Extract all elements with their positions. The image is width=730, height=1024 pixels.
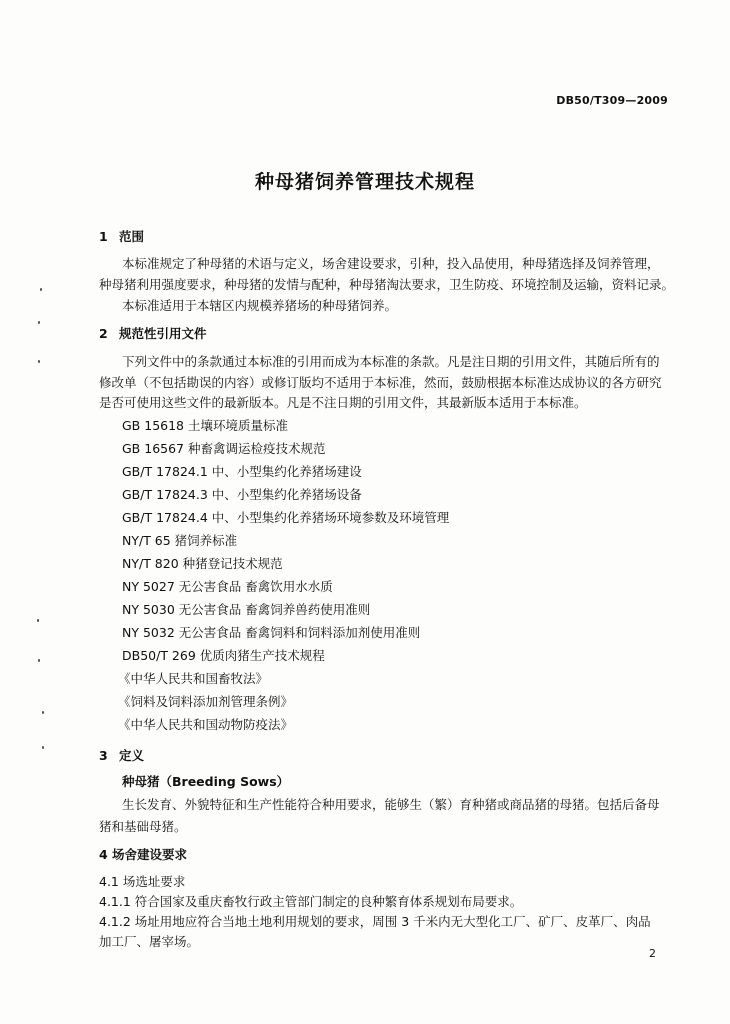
clause-line: 加工厂、屠宰场。 bbox=[99, 934, 200, 949]
reference-item: NY/T 65 猪饲养标准 bbox=[122, 533, 238, 548]
definition-line: 猪和基础母猪。 bbox=[99, 819, 187, 834]
reference-item: 《饲料及饲料添加剂管理条例》 bbox=[118, 694, 294, 709]
term-heading: 种母猪（Breeding Sows） bbox=[122, 774, 290, 789]
clause-line: 4.1.2 场址用地应符合当地土地利用规划的要求，周围 3 千米内无大型化工厂、矿厂、皮革厂、肉品 bbox=[99, 914, 651, 929]
page-number: 2 bbox=[649, 947, 656, 960]
section-3-heading bbox=[99, 746, 144, 764]
scan-speck bbox=[40, 288, 42, 291]
reference-item: GB/T 17824.3 中、小型集约化养猪场设备 bbox=[122, 487, 362, 502]
scan-speck bbox=[38, 659, 40, 662]
reference-item: GB 16567 种畜禽调运检疫技术规范 bbox=[122, 441, 326, 456]
scan-speck bbox=[37, 619, 39, 622]
paragraph-line: 本标准规定了种母猪的术语与定义，场舍建设要求，引种，投入品使用，种母猪选择及饲养管理， bbox=[122, 256, 660, 271]
section-number: 1 bbox=[99, 229, 108, 244]
scan-speck bbox=[38, 360, 40, 363]
reference-item: 《中华人民共和国畜牧法》 bbox=[118, 671, 269, 686]
reference-item: DB50/T 269 优质肉猪生产技术规程 bbox=[122, 648, 325, 663]
reference-item: GB/T 17824.1 中、小型集约化养猪场建设 bbox=[122, 464, 362, 479]
document-title: 种母猪饲养管理技术规程 bbox=[254, 171, 475, 193]
reference-item: GB 15618 土壤环境质量标准 bbox=[122, 418, 288, 433]
reference-item: NY/T 820 种猪登记技术规范 bbox=[122, 556, 283, 571]
section-1-heading bbox=[99, 227, 144, 245]
standard-code: DB50/T309—2009 bbox=[556, 94, 668, 107]
section-title: 规范性引用文件 bbox=[119, 326, 207, 341]
paragraph-line: 下列文件中的条款通过本标准的引用而成为本标准的条款。凡是注日期的引用文件，其随后所有的 bbox=[122, 354, 660, 369]
scan-speck bbox=[42, 746, 44, 749]
section-number: 2 bbox=[99, 326, 108, 341]
reference-item: NY 5032 无公害食品 畜禽饲料和饲料添加剂使用准则 bbox=[122, 625, 421, 640]
section-2-heading bbox=[99, 324, 207, 342]
subsection-heading: 4.1 场选址要求 bbox=[99, 874, 186, 889]
paragraph-line: 种母猪利用强度要求，种母猪的发情与配种，种母猪淘汰要求，卫生防疫、环境控制及运输，资料记录。 bbox=[99, 277, 675, 292]
reference-item: GB/T 17824.4 中、小型集约化养猪场环境参数及环境管理 bbox=[122, 510, 450, 525]
section-title: 定义 bbox=[119, 748, 145, 763]
paragraph-line: 修改单（不包括勘误的内容）或修订版均不适用于本标准，然而，鼓励根据本标准达成协议的各方研究 bbox=[99, 375, 662, 390]
section-4-heading: 4 场舍建设要求 bbox=[99, 847, 188, 862]
clause-line: 4.1.1 符合国家及重庆畜牧行政主管部门制定的良种繁育体系规划布局要求。 bbox=[99, 894, 523, 909]
scan-speck bbox=[38, 321, 40, 324]
reference-item: NY 5027 无公害食品 畜禽饮用水水质 bbox=[122, 579, 333, 594]
reference-item: 《中华人民共和国动物防疫法》 bbox=[118, 717, 294, 732]
section-number: 3 bbox=[99, 748, 108, 763]
paragraph-line: 本标准适用于本辖区内规模养猪场的种母猪饲养。 bbox=[122, 298, 398, 313]
paragraph-line: 是否可使用这些文件的最新版本。凡是不注日期的引用文件，其最新版本适用于本标准。 bbox=[99, 395, 587, 410]
reference-item: NY 5030 无公害食品 畜禽饲养兽药使用准则 bbox=[122, 602, 371, 617]
section-title: 范围 bbox=[119, 229, 145, 244]
definition-line: 生长发育、外貌特征和生产性能符合种用要求，能够生（繁）育种猪或商品猪的母猪。包括后备母 bbox=[122, 797, 660, 812]
scan-speck bbox=[42, 711, 44, 714]
